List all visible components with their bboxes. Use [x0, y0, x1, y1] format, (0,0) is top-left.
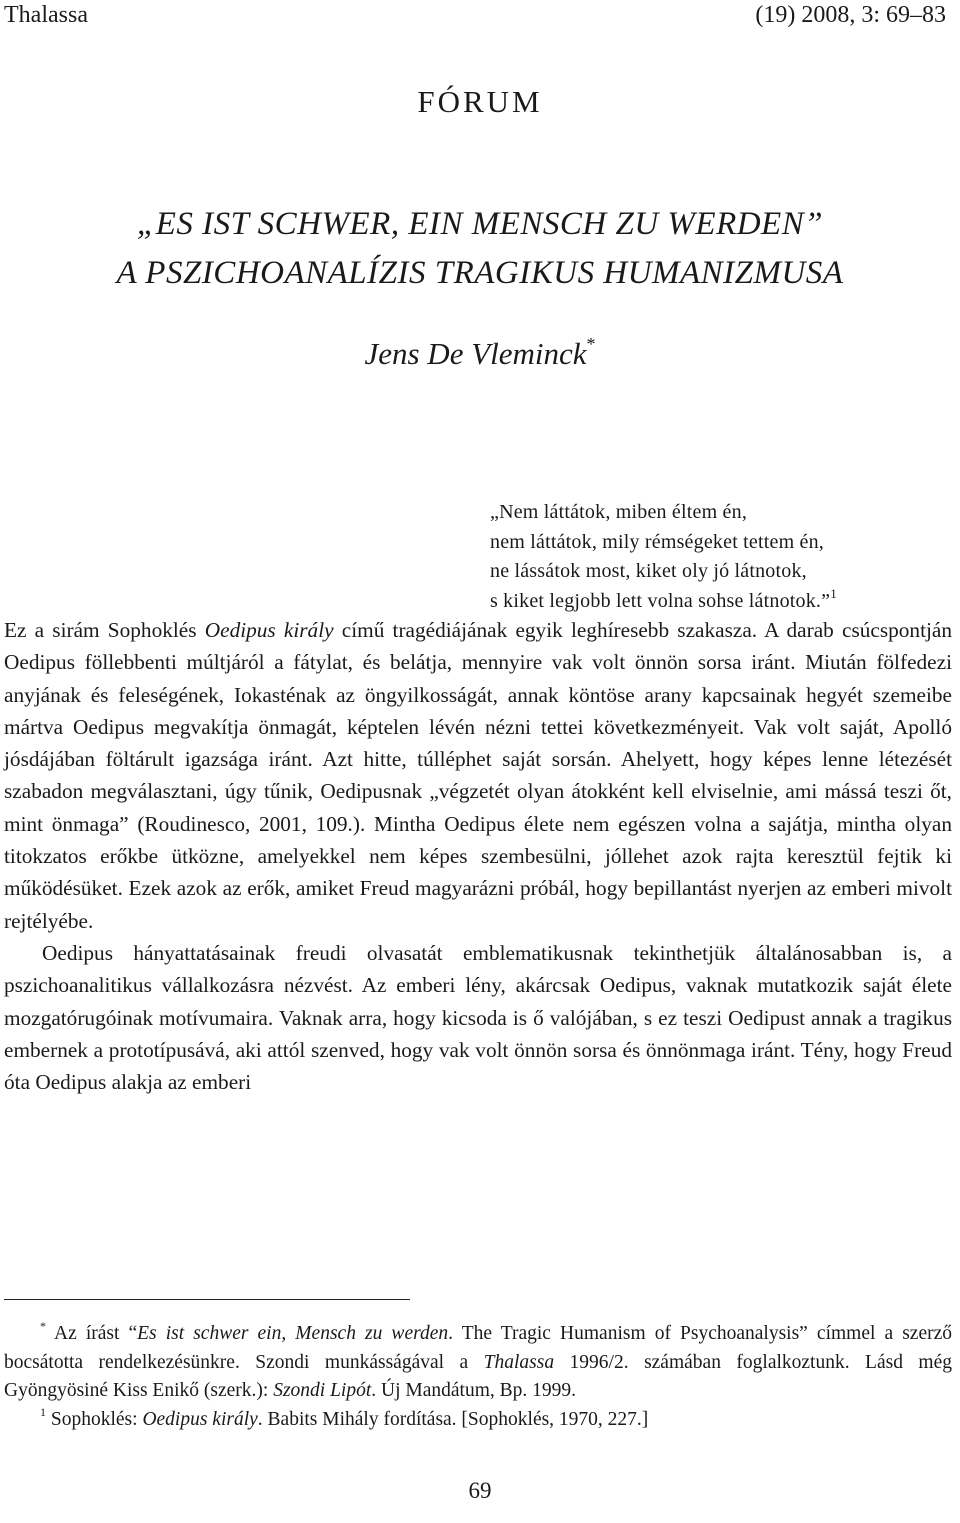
footnote-star-text-e: 1996/2. számában foglalkoztunk. Lásd még Gyöngyösiné Kiss Enikő (szerk.): [4, 1351, 952, 1402]
section-heading: FÓRUM [417, 84, 543, 119]
footnote-star-italic-book: Szondi Lipót [273, 1380, 372, 1402]
epigraph-line: ne lássátok most, kiket oly jó látnotok, [490, 560, 807, 582]
article-title [0, 200, 960, 298]
footnotes [4, 1320, 952, 1434]
footnote-star-italic-title: Es ist schwer ein, Mensch zu werden [137, 1323, 449, 1344]
footnote-star [4, 1320, 952, 1406]
paragraph-2: Oedipus hányattatásainak freudi olvasatát emblematikusnak tekinthetjük általánosabban is, a pszichoanalitikus vállalkozásra nézvést. Az emberi lény, akárcsak Oedipus, vaknak mutatkozik saját élete mozgatórugóinak motívumaira. Vaknak arra, hogy kicsoda is ő valójában, s ez teszi Oedipust annak a tragikus embernek a prototípusává, aki attól szenved, hogy vak volt önnön sorsa és önnönmaga iránt. Tény, hogy Freud óta Oedipus alakja az emberi [4, 940, 952, 1095]
footnote-star-italic-journal: Thalassa [483, 1351, 555, 1373]
running-header [0, 0, 952, 32]
paragraph-1 [4, 614, 952, 937]
issue-info: (19) 2008, 3: 69–83 [755, 2, 946, 28]
epigraph-footnote-ref: 1 [830, 585, 837, 601]
journal-name: Thalassa [4, 2, 88, 28]
p1-text-c: című tragédiájának egyik leghíresebb szakasza. A darab csúcspontján Oedipus föllebbenti múltjáról a fátylat, és belátja, mennyire vak volt önnön sorsa iránt. Miután fölfedezi anyjának és feleségének, Iokasténak az öngyilkosságát, annak köntöse arany kapcsainak hegyét szemeibe mártva Oedipus megvakítja önmagát, képtelen lévén nézni tettei következményeit. Vak volt saját, Apolló jósdájában föltárult igazsága iránt. Azt hitte, túlléphet saját sorsán. Ahelyett, hogy képes lenne létezését szabadon megválasztani, úgy tűnik, Oedipusnak „végzetét olyan átokként kell elviselnie, ami mássá teszi őt, mint önmaga” (Roudinesco, 2001, 109.). Mintha Oedipus élete nem egészen volna a sajátja, mintha olyan titokzatos erőkbe ütközne, amelyekkel nem képes szembesülni, jóllehet azok rajta keresztül fejtik ki működésüket. Ezek azok az erők, amiket Freud magyarázni próbál, hogy bepillantást nyerjen az emberi mivolt rejtélyébe. [4, 618, 952, 933]
body-text [4, 614, 952, 1098]
footnote-separator [4, 1299, 410, 1300]
footnote-1-text-a: Sophoklés: [46, 1408, 143, 1430]
article-title-line-1: „ES IST SCHWER, EIN MENSCH ZU WERDEN” [136, 206, 824, 242]
epigraph [490, 498, 930, 616]
footnote-star-text-a: Az írást “ [46, 1323, 138, 1344]
footnote-1 [4, 1406, 952, 1435]
epigraph-line: nem láttátok, mily rémségeket tettem én, [490, 530, 825, 553]
p1-text-a: Ez a sirám Sophoklés [4, 618, 205, 642]
epigraph-line-last [490, 587, 930, 617]
footnote-1-italic-title: Oedipus király [142, 1408, 258, 1430]
author-name: Jens De Vleminck [364, 336, 587, 371]
footnote-1-text-c: . Babits Mihály fordítása. [Sophoklés, 1970, 227.] [257, 1408, 649, 1430]
epigraph-line-text: s kiket legjobb lett volna sohse látnotok.” [490, 589, 831, 612]
p1-italic-title: Oedipus király [204, 618, 334, 642]
epigraph-line: „Nem láttátok, miben éltem én, [490, 501, 748, 523]
page-number: 69 [468, 1478, 492, 1503]
footnote-star-text-g: . Új Mandátum, Bp. 1999. [371, 1380, 576, 1402]
author-footnote-mark: * [586, 334, 596, 354]
author-line [0, 336, 960, 372]
footnote-1-mark: 1 [40, 1404, 46, 1419]
article-title-line-2: A PSZICHOANALÍZIS TRAGIKUS HUMANIZMUSA [116, 255, 844, 291]
footnote-star-text-c: . The Tragic Humanism of Psychoanalysis” címmel a szerző bocsátotta rendelkezésünkre. Szondi munkásságával a [4, 1323, 952, 1373]
footnote-star-mark: * [40, 1319, 46, 1333]
